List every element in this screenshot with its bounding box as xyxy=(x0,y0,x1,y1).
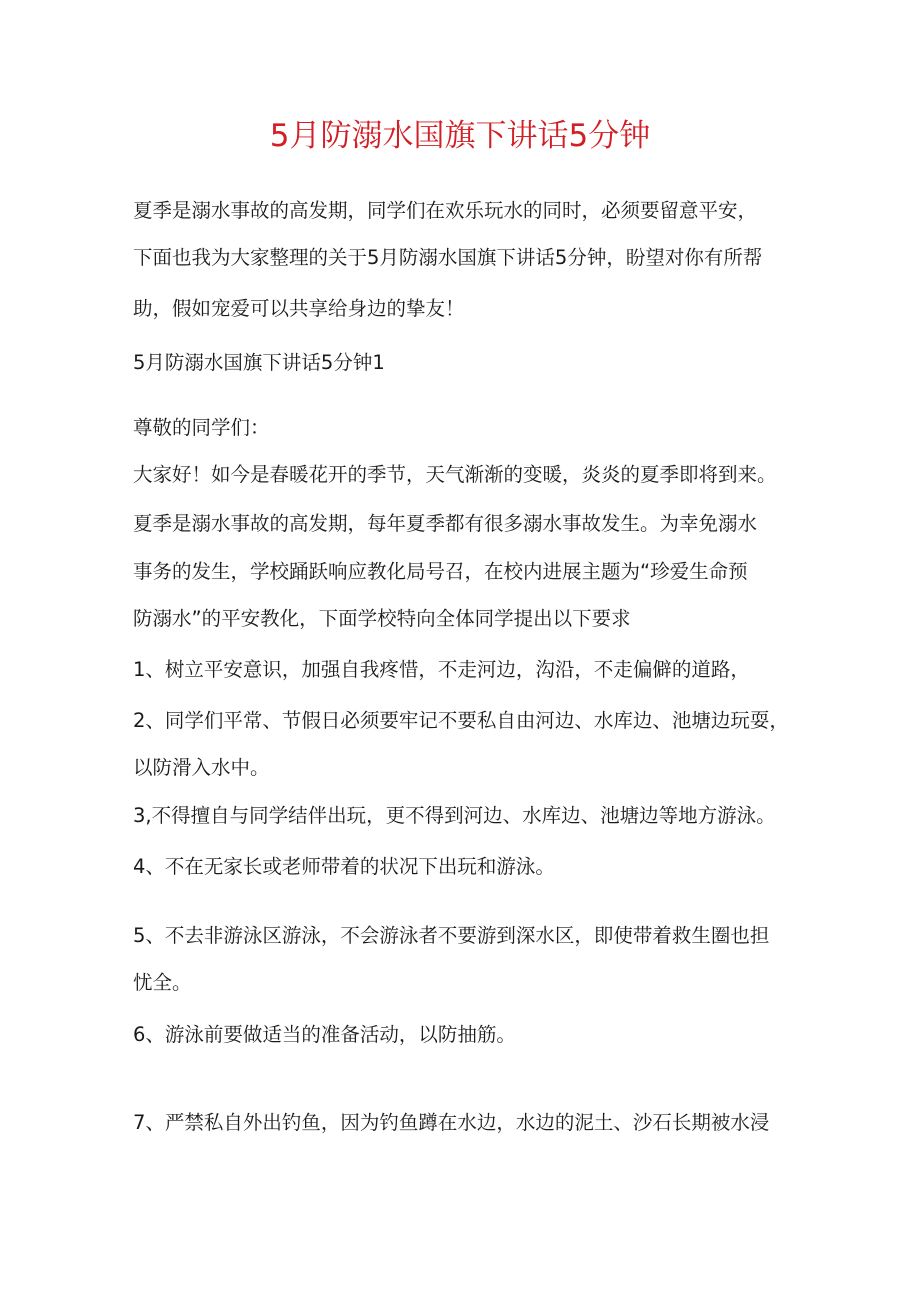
rule-4: 4、不在无家长或老师带着的状况下出玩和游泳。 xyxy=(133,855,555,878)
page-title: 5月防溺水国旗下讲话5分钟 xyxy=(269,118,651,154)
body-line-3: 事务的发生，学校踊跃响应教化局号召，在校内进展主题为“珍爱生命预 xyxy=(133,560,748,583)
body-line-2: 夏季是溺水事故的高发期，每年夏季都有很多溺水事故发生。为幸免溺水 xyxy=(133,512,758,535)
section-heading: 5月防溺水国旗下讲话5分钟1 xyxy=(133,351,385,374)
body-line-4: 防溺水”的平安教化，下面学校特向全体同学提出以下要求 xyxy=(133,607,631,630)
intro-line-1: 夏季是溺水事故的高发期，同学们在欢乐玩水的同时，必须要留意平安， xyxy=(133,199,758,222)
rule-2-cont: 以防滑入水中。 xyxy=(133,756,270,779)
rule-5-cont: 忧全。 xyxy=(133,971,192,994)
rule-7: 7、严禁私自外出钓鱼，因为钓鱼蹲在水边，水边的泥土、沙石长期被水浸 xyxy=(133,1111,770,1134)
rule-3: 3,不得擅自与同学结伴出玩，更不得到河边、水库边、池塘边等地方游泳。 xyxy=(133,804,776,827)
rule-6: 6、游泳前要做适当的准备活动，以防抽筋。 xyxy=(133,1023,516,1046)
rule-2: 2、同学们平常、节假日必须要牢记不要私自由河边、水库边、池塘边玩耍， xyxy=(133,709,789,732)
intro-line-3: 助，假如宠爱可以共享给身边的挚友！ xyxy=(133,297,465,320)
rule-1: 1、树立平安意识，加强自我疼惜，不走河边，沟沿，不走偏僻的道路， xyxy=(133,658,750,681)
rule-5: 5、不去非游泳区游泳，不会游泳者不要游到深水区，即使带着救生圈也担 xyxy=(133,924,770,947)
intro-line-2: 下面也我为大家整理的关于5月防溺水国旗下讲话5分钟，盼望对你有所帮 xyxy=(133,246,763,269)
salutation: 尊敬的同学们： xyxy=(133,416,270,439)
body-line-1: 大家好！如今是春暖花开的季节，天气渐渐的变暖，炎炎的夏季即将到来。 xyxy=(133,463,777,486)
